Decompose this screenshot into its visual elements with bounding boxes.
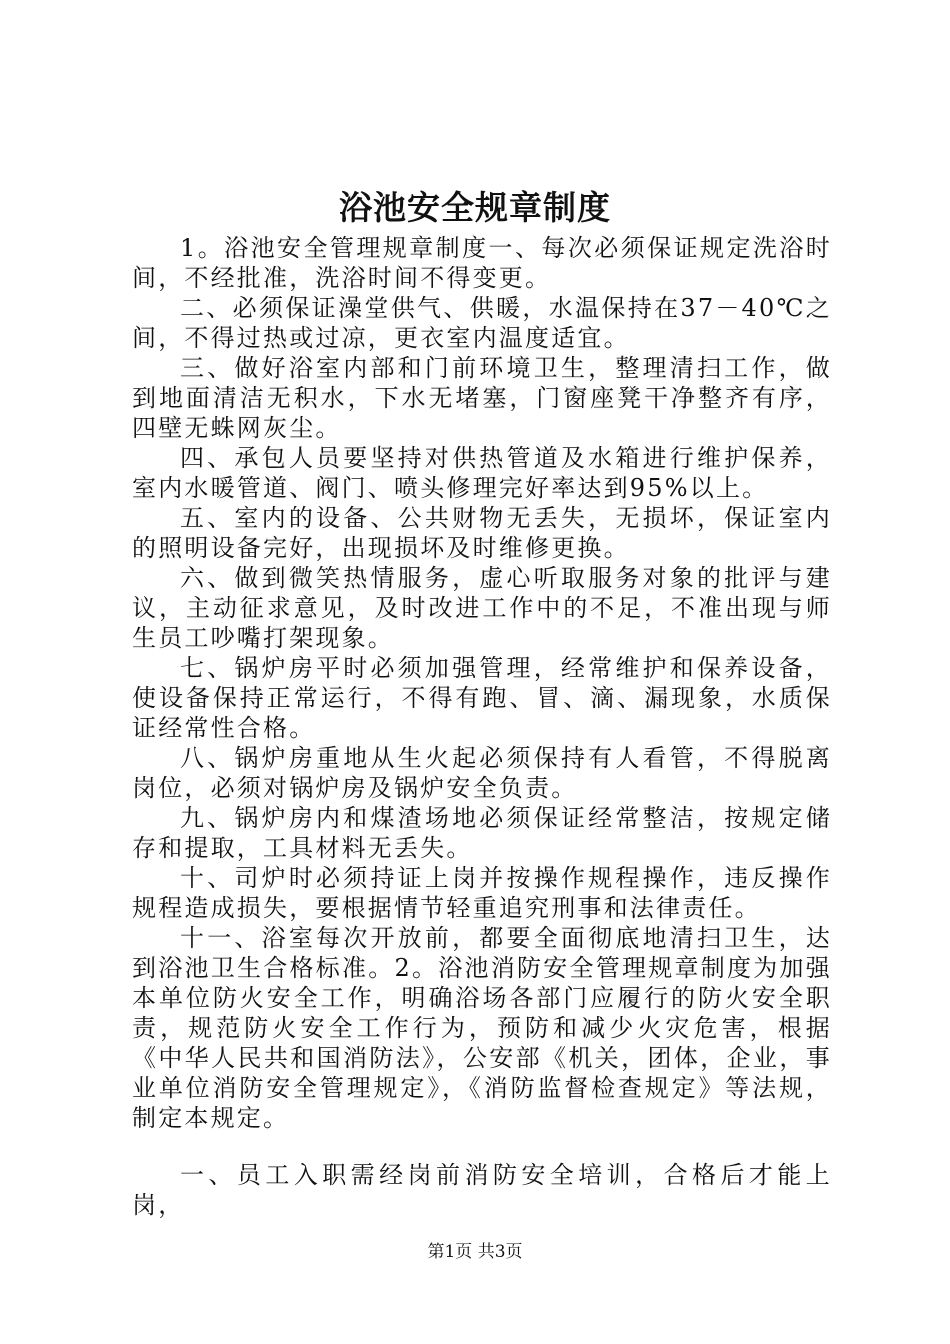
paragraph-10: 十、司炉时必须持证上岗并按操作规程操作，违反操作规程造成损失，要根据情节轻重追究刑事和法律责任。 bbox=[132, 864, 832, 922]
document-body bbox=[132, 233, 832, 1220]
paragraph-6: 六、做到微笑热情服务，虚心听取服务对象的批评与建议，主动征求意见，及时改进工作中的不足，不准出现与师生员工吵嘴打架现象。 bbox=[132, 564, 832, 652]
paragraph-9: 九、锅炉房内和煤渣场地必须保证经常整洁，按规定储存和提取，工具材料无丢失。 bbox=[132, 804, 832, 862]
paragraph-1: 1。浴池安全管理规章制度一、每次必须保证规定洗浴时间，不经批准，洗浴时间不得变更。 bbox=[132, 234, 832, 292]
paragraph-3: 三、做好浴室内部和门前环境卫生，整理清扫工作，做到地面清洁无积水，下水无堵塞，门窗座凳干净整齐有序，四壁无蛛网灰尘。 bbox=[132, 354, 832, 442]
paragraph-11: 十一、浴室每次开放前，都要全面彻底地清扫卫生，达到浴池卫生合格标准。2。浴池消防安全管理规章制度为加强本单位防火安全工作，明确浴场各部门应履行的防火安全职责，规范防火安全工作行为，预防和减少火灾危害，根据《中华人民共和国消防法》，公安部《机关，团体，企业，事业单位消防安全管理规定》，《消防监督检查规定》等法规，制定本规定。 bbox=[132, 924, 832, 1132]
paragraph-12: 一、员工入职需经岗前消防安全培训，合格后才能上岗， bbox=[132, 1161, 832, 1219]
paragraph-4: 四、承包人员要坚持对供热管道及水箱进行维护保养，室内水暖管道、阀门、喷头修理完好率达到95%以上。 bbox=[132, 444, 832, 502]
page-footer: 第1页 共3页 bbox=[427, 1242, 523, 1262]
paragraph-2: 二、必须保证澡堂供气、供暖，水温保持在37－40℃之间，不得过热或过凉，更衣室内温度适宜。 bbox=[132, 294, 832, 352]
paragraph-5: 五、室内的设备、公共财物无丢失，无损坏，保证室内的照明设备完好，出现损坏及时维修更换。 bbox=[132, 504, 832, 562]
paragraph-7: 七、锅炉房平时必须加强管理，经常维护和保养设备，使设备保持正常运行，不得有跑、冒、滴、漏现象，水质保证经常性合格。 bbox=[132, 654, 832, 742]
document-title: 浴池安全规章制度 bbox=[339, 188, 611, 227]
paragraph-8: 八、锅炉房重地从生火起必须保持有人看管，不得脱离岗位，必须对锅炉房及锅炉安全负责。 bbox=[132, 744, 832, 802]
